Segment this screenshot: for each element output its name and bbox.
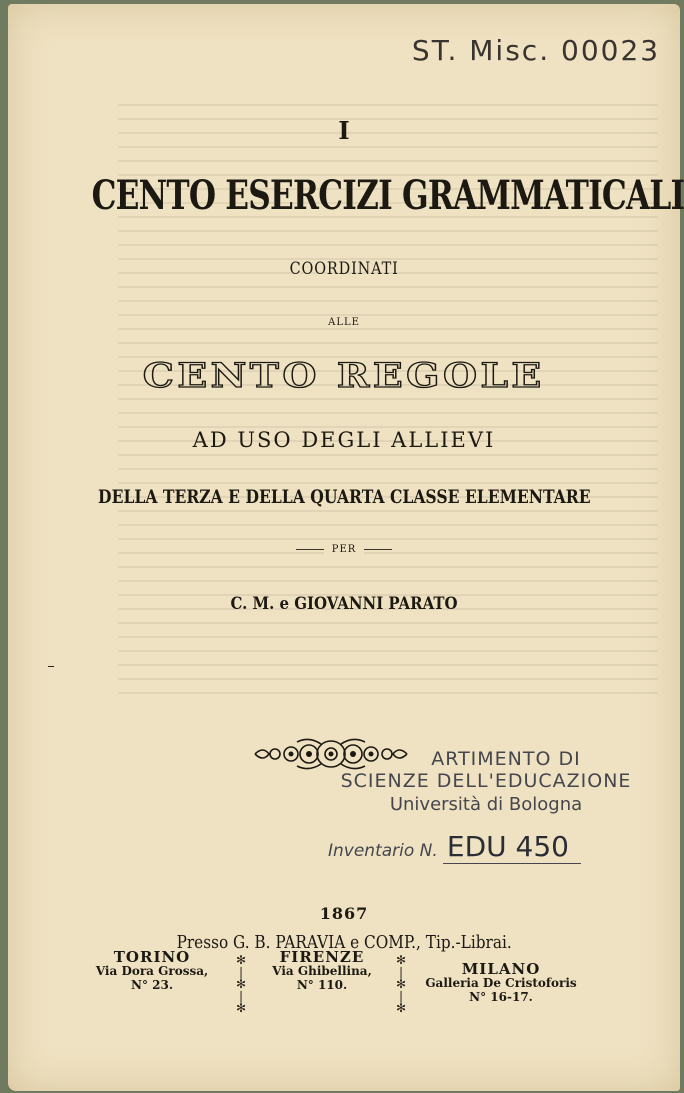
city-name: TORINO	[113, 948, 191, 966]
secondary-title-text: CENTO REGOLE	[143, 356, 545, 396]
ornament-separator-icon: ✻ ❘ ✻ ❘ ✻	[396, 953, 407, 1015]
city-address: Galleria De Cristoforis	[425, 976, 577, 990]
subtitle-coordinati-text: COORDINATI	[289, 259, 399, 279]
main-title	[8, 172, 684, 219]
city-name: MILANO	[461, 960, 541, 978]
subtitle-alle: ALLE	[328, 317, 360, 328]
byline-per	[8, 544, 680, 555]
volume-number: I	[338, 116, 350, 145]
imprint-city-milano	[412, 962, 590, 1004]
imprint-city-firenze	[252, 950, 392, 992]
title-page	[8, 4, 684, 1091]
city-number: N° 23.	[130, 978, 174, 992]
authors-text: C. M. e GIOVANNI PARATO	[230, 594, 458, 614]
inventory-label: Inventario N.	[328, 841, 438, 861]
main-title-text: CENTO ESERCIZI GRAMMATICALI	[91, 172, 684, 219]
subtitle-coordinati	[8, 259, 680, 279]
byline-per-text: PER	[324, 544, 365, 555]
library-stamp	[316, 748, 656, 815]
city-address: Via Dora Grossa,	[95, 964, 209, 978]
stamp-line-3: Università di Bologna	[389, 794, 583, 815]
handwritten-shelfmark: ST. Misc. 00023	[411, 34, 661, 67]
inventory-number	[328, 830, 581, 863]
city-number: N° 16-17.	[469, 990, 533, 1004]
subtitle-classe-text: DELLA TERZA E DELLA QUARTA CLASSE ELEMENTARE	[97, 486, 591, 508]
city-name: FIRENZE	[279, 948, 365, 966]
imprint-year: 1867	[319, 904, 369, 923]
ornament-separator-icon: ✻ ❘ ✻ ❘ ✻	[236, 953, 247, 1015]
inventory-value: EDU 450	[443, 830, 581, 864]
imprint-city-torino	[82, 950, 222, 992]
imprint-publisher-text: Presso G. B. PARAVIA e COMP., Tip.-Librai.	[176, 932, 512, 953]
subtitle-classe	[8, 486, 680, 508]
stamp-line-2: SCIENZE DELL'EDUCAZIONE	[340, 770, 632, 792]
subtitle-ad-uso: AD USO DEGLI ALLIEVI	[192, 428, 496, 452]
authors	[8, 594, 680, 614]
stray-mark	[48, 666, 54, 667]
secondary-title	[8, 356, 680, 396]
city-number: N° 110.	[296, 978, 348, 992]
stamp-line-1: ARTIMENTO DI	[431, 748, 581, 770]
city-address: Via Ghibellina,	[272, 964, 372, 978]
